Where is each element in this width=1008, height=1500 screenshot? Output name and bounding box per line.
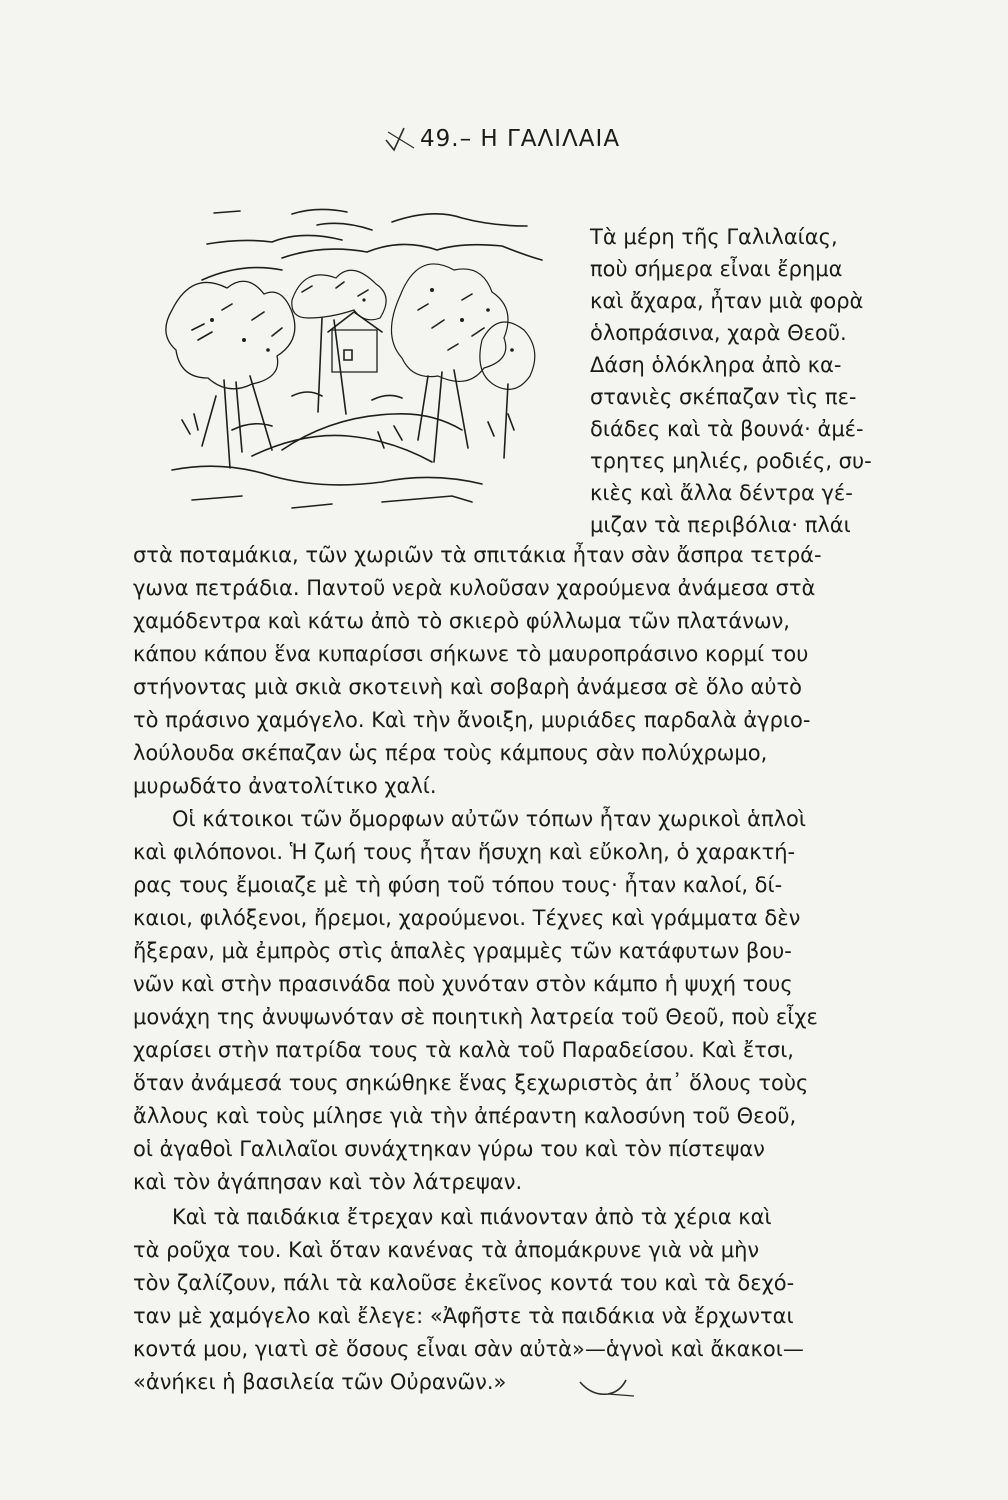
- text-line: «ἀνήκει ἡ βασιλεία τῶν Οὐρανῶν.»: [133, 1370, 507, 1394]
- text-line: Οἱ κάτοικοι τῶν ὄμορφων αὐτῶν τόπων ἦταν χωρικοὶ ἁπλοὶ: [172, 807, 806, 831]
- text-line: τρητες μηλιές, ροδιές, συ-: [590, 449, 872, 473]
- text-line: κιὲς καὶ ἄλλα δέντρα γέ-: [590, 481, 853, 505]
- text-line: καὶ τὸν ἀγάπησαν καὶ τὸν λάτρεψαν.: [133, 1170, 523, 1194]
- text-line: τὰ ροῦχα του. Καὶ ὅταν κανένας τὰ ἀπομάκρυνε γιὰ νὰ μὴν: [133, 1238, 760, 1262]
- text-line: ὁλοπράσινα, χαρὰ Θεοῦ.: [590, 321, 847, 345]
- text-line: Δάση ὁλόκληρα ἀπὸ κα-: [590, 353, 842, 377]
- chapter-name: Η ΓΑΛΙΛΑΙΑ: [480, 126, 621, 152]
- text-line: διάδες καὶ τὰ βουνά· ἀμέ-: [590, 417, 864, 441]
- text-line: χαρίσει στὴν πατρίδα τους τὰ καλὰ τοῦ Παραδείσου. Καὶ ἔτσι,: [133, 1038, 794, 1062]
- text-line: ὅταν ἀνάμεσά τους σηκώθηκε ἕνας ξεχωριστὸς ἀπ᾿ ὅλους τοὺς: [133, 1071, 809, 1095]
- text-line: στανιὲς σκέπαζαν τὶς πε-: [590, 385, 857, 409]
- text-line: κοντά μου, γιατὶ σὲ ὅσους εἶναι σὰν αὐτὰ»—ἁγνοὶ καὶ ἄκακοι—: [133, 1337, 804, 1361]
- text-line: ταν μὲ χαμόγελο καὶ ἔλεγε: «Ἀφῆστε τὰ παιδάκια νὰ ἔρχωνται: [133, 1304, 794, 1328]
- text-line: λούλουδα σκέπαζαν ὡς πέρα τοὺς κάμπους σὰν πολύχρωμο,: [133, 741, 768, 765]
- text-line: μιζαν τὰ περιβόλια· πλάι: [590, 513, 851, 537]
- text-line: ρας τους ἔμοιαζε μὲ τὴ φύση τοῦ τόπου τους· ἦταν καλοί, δί-: [133, 873, 783, 897]
- pencil-end-mark-icon: [578, 1372, 638, 1402]
- text-line: ἤξεραν, μὰ ἐμπρὸς στὶς ἁπαλὲς γραμμὲς τῶν κατάφυτων βου-: [133, 939, 792, 963]
- chapter-title: [420, 126, 620, 152]
- text-line: Καὶ τὰ παιδάκια ἔτρεχαν καὶ πιάνονταν ἀπὸ τὰ χέρια καὶ: [172, 1205, 772, 1229]
- text-line: καὶ φιλόπονοι. Ἡ ζωή τους ἦταν ἥσυχη καὶ εὔκολη, ὁ χαρακτή-: [133, 840, 796, 864]
- text-line: χαμόδεντρα καὶ κάτω ἀπὸ τὸ σκιερὸ φύλλωμα τῶν πλατάνων,: [133, 609, 790, 633]
- chapter-number: 49.: [420, 126, 460, 152]
- text-line: στὰ ποταμάκια, τῶν χωριῶν τὰ σπιτάκια ἦταν σὰν ἄσπρα τετρά-: [133, 543, 822, 567]
- text-line: ποὺ σήμερα εἶναι ἔρημα: [590, 257, 843, 281]
- text-line: νῶν καὶ στὴν πρασινάδα ποὺ χυνόταν στὸν κάμπο ἡ ψυχή τους: [133, 972, 793, 996]
- text-line: ἄλλους καὶ τοὺς μίλησε γιὰ τὴν ἀπέραντη καλοσύνη τοῦ Θεοῦ,: [133, 1104, 797, 1128]
- text-line: καιοι, φιλόξενοι, ἤρεμοι, χαρούμενοι. Τέχνες καὶ γράμματα δὲν: [133, 906, 801, 930]
- landscape-drawing-icon: [132, 200, 552, 530]
- text-line: στήνοντας μιὰ σκιὰ σκοτεινὴ καὶ σοβαρὴ ἀνάμεσα σὲ ὅλο αὐτὸ: [133, 675, 802, 699]
- text-line: Τὰ μέρη τῆς Γαλιλαίας,: [590, 225, 838, 249]
- text-line: τὸ πράσινο χαμόγελο. Καὶ τὴν ἄνοιξη, μυριάδες παρδαλὰ ἀγριο-: [133, 708, 811, 732]
- text-line: κάπου κάπου ἕνα κυπαρίσσι σήκωνε τὸ μαυροπράσινο κορμί του: [133, 642, 809, 666]
- pencil-check-mark-icon: [384, 122, 418, 152]
- text-line: μυρωδάτο ἀνατολίτικο χαλί.: [133, 774, 437, 798]
- chapter-dash: –: [459, 126, 473, 152]
- text-line: μονάχη της ἀνυψωνόταν σὲ ποιητικὴ λατρεία τοῦ Θεοῦ, ποὺ εἶχε: [133, 1005, 818, 1029]
- text-line: τὸν ζαλίζουν, πάλι τὰ καλοῦσε ἐκεῖνος κοντά του καὶ τὰ δεχό-: [133, 1271, 795, 1295]
- text-line: καὶ ἄχαρα, ἦταν μιὰ φορὰ: [590, 289, 864, 313]
- text-line: οἱ ἀγαθοὶ Γαλιλαῖοι συνάχτηκαν γύρω του καὶ τὸν πίστεψαν: [133, 1137, 765, 1161]
- text-line: γωνα πετράδια. Παντοῦ νερὰ κυλοῦσαν χαρούμενα ἀνάμεσα στὰ: [133, 576, 816, 600]
